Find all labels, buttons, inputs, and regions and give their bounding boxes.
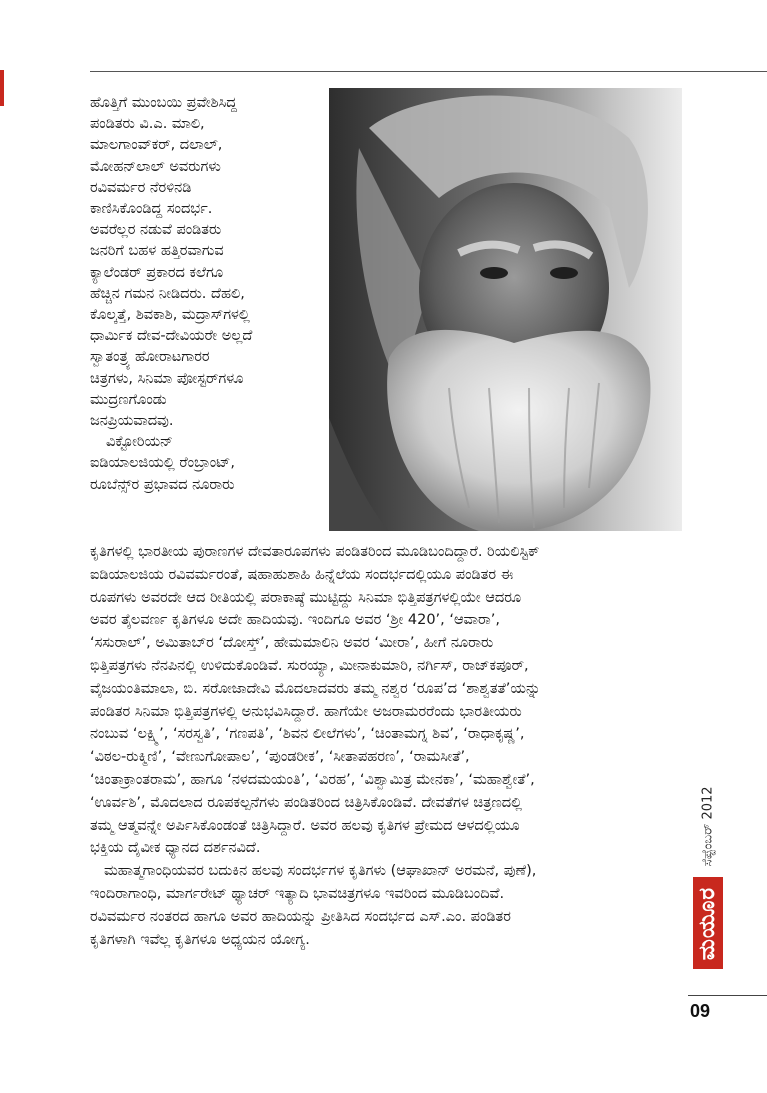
red-edge-mark (0, 70, 4, 106)
body-line: ಭಕ್ತಿಯ ದೈವೀಕ ಧ್ಯಾನದ ದರ್ಶನವಿದೆ. (90, 840, 261, 857)
intro-line: ಕಾಣಿಸಿಕೊಂಡಿದ್ದ ಸಂದರ್ಭ. (90, 201, 213, 218)
intro-line: ಹೊತ್ತಿಗೆ ಮುಂಬಯಿ ಪ್ರವೇಶಿಸಿದ್ದ (90, 95, 237, 111)
intro-line: ಚಿತ್ರಗಳು, ಸಿನಿಮಾ ಪೋಸ್ಟರ್‌ಗಳೂ (90, 370, 244, 387)
top-rule (90, 71, 767, 72)
intro-line: ಸ್ವಾತಂತ್ರ್ಯ ಹೋರಾಟಗಾರರ (90, 349, 210, 366)
intro-line: ಐಡಿಯಾಲಜಿಯಲ್ಲಿ ರೆಂಬ್ರಾಂಟ್, (90, 455, 235, 472)
intro-line: ಜನಪ್ರಿಯವಾದವು. (90, 413, 174, 430)
intro-line: ಪಂಡಿತರು ವಿ.ಎ. ಮಾಲಿ, (90, 116, 205, 133)
intro-line: ಮೋಹನ್‌ಲಾಲ್ ಅವರುಗಳು (90, 158, 221, 175)
intro-line: ಮಾಲಗಾಂವ್‌ಕರ್, ದಲಾಲ್, (90, 137, 223, 154)
intro-line: ಜನರಿಗೆ ಬಹಳ ಹತ್ತಿರವಾಗುವ (90, 243, 224, 260)
intro-line: ಅವರೆಲ್ಲರ ನಡುವೆ ಪಂಡಿತರು (90, 222, 222, 239)
body-line: ಅವರ ತೈಲವರ್ಣ ಕೃತಿಗಳೂ ಅದೇ ಹಾದಿಯವು. ಇಂದಿಗೂ ಅವರ ‘ಶ್ರೀ 420’, ‘ಆವಾರಾ’, (90, 612, 500, 629)
intro-column (90, 93, 318, 496)
intro-line: ಮುದ್ರಣಗೊಂಡು (90, 391, 167, 408)
body-line: ಕೃತಿಗಳಲ್ಲಿ ಭಾರತೀಯ ಪುರಾಣಗಳ ದೇವತಾರೂಪಗಳು ಪಂಡಿತರಿಂದ ಮೂಡಿಬಂದಿದ್ದಾರೆ. ರಿಯಲಿಸ್ಟಿಕ್ (90, 544, 540, 560)
body-line: ರೂಪಗಳು ಅವರದೇ ಆದ ರೀತಿಯಲ್ಲಿ ಪರಾಕಾಷ್ಠೆ ಮುಟ್ಟಿದ್ದು ಸಿನಿಮಾ ಭಿತ್ತಿಪತ್ರಗಳಲ್ಲಿಯೇ ಆದರೂ (90, 589, 522, 606)
body-line: ‘ವಿಠಲ-ರುಕ್ಮಿಣಿ’, ‘ವೇಣುಗೋಪಾಲ’, ‘ಪುಂಡರೀಕ’, ‘ಸೀತಾಪಹರಣ’, ‘ರಾಮಸೀತೆ’, (90, 749, 470, 766)
portrait-illustration (329, 88, 682, 531)
body-line: ನಂಬುವ ‘ಲಕ್ಷ್ಮಿ’, ‘ಸರಸ್ವತಿ’, ‘ಗಣಪತಿ’, ‘ಶಿವನ ಲೀಲೆಗಳು’, ‘ಚಿಂತಾಮಗ್ನ ಶಿವ’, ‘ರಾಧಾಕೃಷ್ಣ’, (90, 726, 525, 743)
side-block (688, 777, 767, 1007)
page-number: 09 (690, 1001, 711, 1021)
body-line: ‘ಸಸುರಾಲ್’, ಅಮಿತಾಬ್‌ರ ‘ದೋಸ್ತ್’, ಹೇಮಮಾಲಿನಿ ಅವರ ‘ಮೀರಾ’, ಹೀಗೆ ನೂರಾರು (90, 635, 494, 652)
intro-line: ರೂಬೆನ್ಸ್‌ರ ಪ್ರಭಾವದ ನೂರಾರು (90, 476, 235, 493)
body-line: ‘ಚಿಂತಾಕ್ರಾಂತರಾಮ’, ಹಾಗೂ ‘ನಳದಮಯಂತಿ’, ‘ವಿರಹ’, ‘ವಿಶ್ವಾಮಿತ್ರ ಮೇನಕಾ’, ‘ಮಹಾಶ್ವೇತೆ’, (90, 771, 535, 788)
magazine-name: ಮಯೂರ (695, 886, 721, 960)
body-line: ಇಂದಿರಾಗಾಂಧಿ, ಮಾರ್ಗರೇಟ್ ಥ್ಯಾಚರ್ ಇತ್ಯಾದಿ ಭಾವಚಿತ್ರಗಳೂ ಇವರಿಂದ ಮೂಡಿಬಂದಿವೆ. (90, 885, 505, 902)
body-line: ವೈಜಯಂತಿಮಾಲಾ, ಬಿ. ಸರೋಜಾದೇವಿ ಮೊದಲಾದವರು ತಮ್ಮ ನಶ್ವರ ‘ರೂಪ’ದ ‘ಶಾಶ್ವತತೆ’ಯನ್ನು (90, 680, 541, 697)
body-line: ಐಡಿಯಾಲಜಿಯ ರವಿವರ್ಮರಂತೆ, ಷಹಾಹುಶಾಹಿ ಹಿನ್ನೆಲೆಯ ಸಂದರ್ಭದಲ್ಲಿಯೂ ಪಂಡಿತರ ಈ (90, 566, 514, 583)
body-line: ಮಹಾತ್ಮಗಾಂಧಿಯವರ ಬದುಕಿನ ಹಲವು ಸಂದರ್ಭಗಳ ಕೃತಿಗಳು (ಆಘಾಖಾನ್ ಅರಮನೆ, ಪುಣೆ), (104, 863, 537, 880)
intro-line: ಕೊಲ್ಕತ್ತೆ, ಶಿವಕಾಶಿ, ಮದ್ರಾಸ್‌ಗಳಲ್ಲಿ (90, 307, 250, 324)
body-line: ‘ಊರ್ವಶಿ’, ಮೊದಲಾದ ರೂಪಕಲ್ಪನೆಗಳು ಪಂಡಿತರಿಂದ ಚಿತ್ರಿಸಿಕೊಂಡಿವೆ. ದೇವತೆಗಳ ಚಿತ್ರಣದಲ್ಲಿ (90, 794, 523, 811)
issue-date (688, 777, 728, 875)
body-line: ತಮ್ಮ ಆತ್ಮವನ್ನೇ ಅರ್ಪಿಸಿಕೊಂಡಂತೆ ಚಿತ್ರಿಸಿದ್ದಾರೆ. ಅವರ ಹಲವು ಕೃತಿಗಳ ಪ್ರೇಮದ ಆಳದಲ್ಲಿಯೂ (90, 817, 520, 834)
body-line: ರವಿವರ್ಮರ ನಂತರದ ಹಾಗೂ ಅವರ ಹಾದಿಯನ್ನು ಪ್ರೀತಿಸಿದ ಸಂದರ್ಭದ ಎಸ್.ಎಂ. ಪಂಡಿತರ (90, 908, 511, 925)
intro-line: ಹೆಚ್ಚಿನ ಗಮನ ನೀಡಿದರು. ದೆಹಲಿ, (90, 285, 245, 302)
magazine-logo (693, 877, 723, 969)
intro-line: ಧಾರ್ಮಿಕ ದೇವ-ದೇವಿಯರೇ ಅಲ್ಲದೆ (90, 328, 253, 345)
intro-line: ರವಿವರ್ಮರ ನೆರಳಿನಡಿ (90, 179, 192, 196)
issue-date-text: ಸೆಪ್ಟೆಂಬರ್ 2012 (700, 785, 716, 867)
portrait-photo (329, 88, 682, 531)
intro-line: ಕ್ಯಾಲೆಂಡರ್ ಪ್ರಕಾರದ ಕಲೆಗೂ (90, 264, 224, 281)
body-line: ಪಂಡಿತರ ಸಿನಿಮಾ ಭಿತ್ತಿಪತ್ರಗಳಲ್ಲಿ ಅನುಭವಿಸಿದ್ದಾರೆ. ಹಾಗೆಯೇ ಅಜರಾಮರರೆಂದು ಭಾರತೀಯರು (90, 703, 522, 720)
body-line: ಭಿತ್ತಿಪತ್ರಗಳು ನೆನಪಿನಲ್ಲಿ ಉಳಿದುಕೊಂಡಿವೆ. ಸುರಯ್ಯಾ, ಮೀನಾಕುಮಾರಿ, ನರ್ಗಿಸ್, ರಾಜ್‌ಕಪೂರ್, (90, 657, 529, 674)
intro-line: ವಿಕ್ಟೋರಿಯನ್ (106, 434, 173, 451)
body-text (90, 541, 680, 951)
body-line: ಕೃತಿಗಳಾಗಿ ಇವೆಲ್ಲ ಕೃತಿಗಳೂ ಅಧ್ಯಯನ ಯೋಗ್ಯ. (90, 931, 310, 948)
page-number-rule (688, 995, 767, 996)
